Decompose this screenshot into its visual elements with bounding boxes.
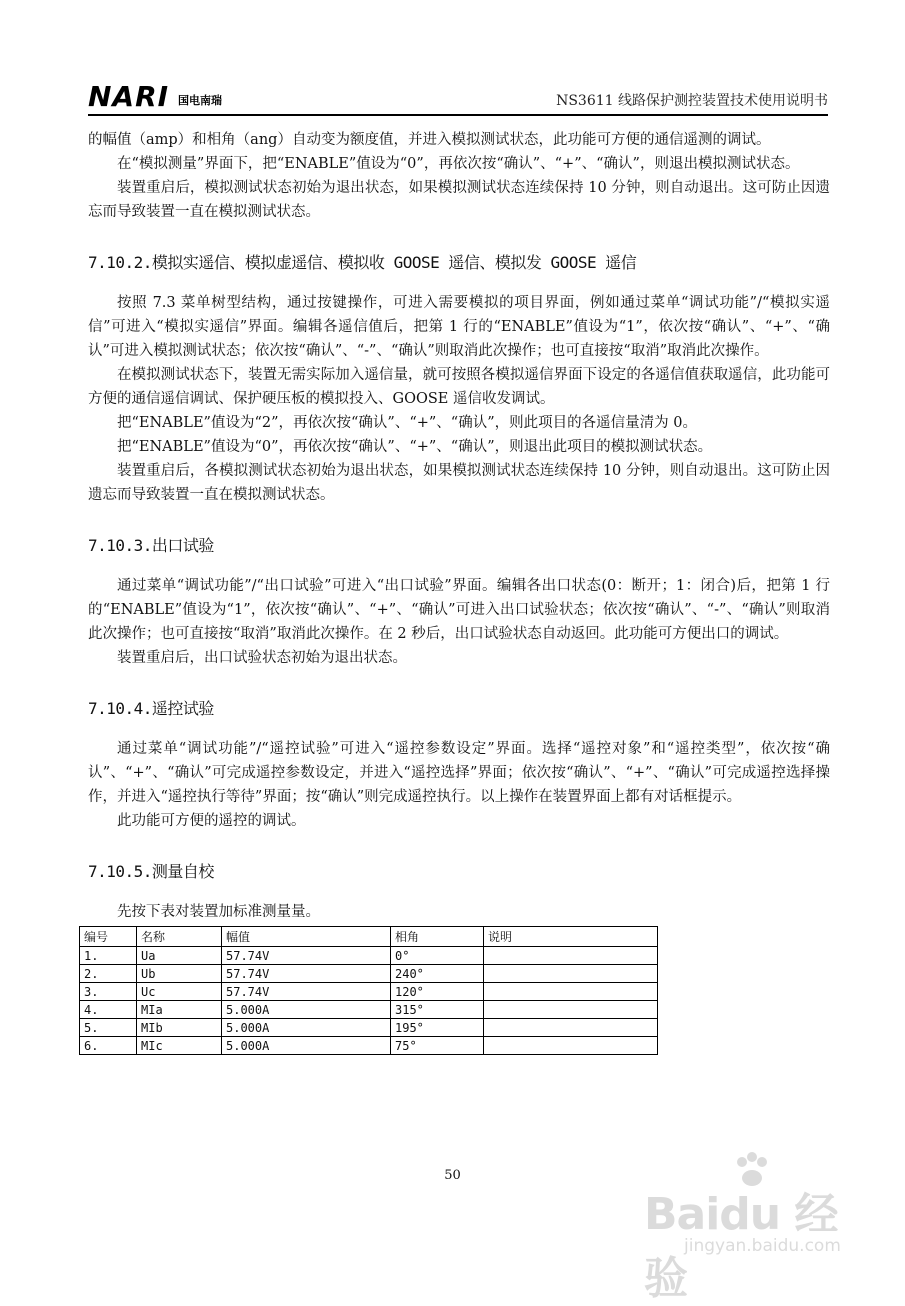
section-7-10-3-paragraph-1: 通过菜单“调试功能”/“出口试验”可进入“出口试验”界面。编辑各出口状态(0：断开；1：闭合)后，把第 1 行的“ENABLE”值设为“1”，依次按“确认”、“+”、“确认”可进入出口试验状态；依次按“确认”、“-”、“确认”则取消此次操作；也可直接按“取消”取消此次操作。在 2 秒后，出口试验状态自动返回。此功能可方便出口的调试。 [88,578,830,642]
cell-remark [484,1019,658,1037]
cell-name: Uc [137,983,222,1001]
cell-angle: 75° [391,1037,484,1055]
cell-number: 6. [80,1037,137,1055]
header-divider [88,114,828,116]
section-7-10-2-paragraph-5: 装置重启后，各模拟测试状态初始为退出状态，如果模拟测试状态连续保持 10 分钟，则自动退出。这可防止因遗忘而导致装置一直在模拟测试状态。 [88,463,830,503]
baidu-watermark [640,1150,850,1304]
cell-number: 5. [80,1019,137,1037]
cell-angle: 240° [391,965,484,983]
table-header-row [80,927,658,947]
cell-number: 2. [80,965,137,983]
section-7-10-2-paragraph-4: 把“ENABLE”值设为“0”，再依次按“确认”、“+”、“确认”，则退出此项目的模拟测试状态。 [117,439,713,455]
section-7-10-2-paragraph-3: 把“ENABLE”值设为“2”，再依次按“确认”、“+”、“确认”，则此项目的各遥信量清为 0。 [117,415,697,431]
cell-amplitude: 57.74V [222,947,391,965]
intro-paragraph-3: 装置重启后，模拟测试状态初始为退出状态，如果模拟测试状态连续保持 10 分钟，则自动退出。这可防止因遗忘而导致装置一直在模拟测试状态。 [88,180,830,220]
cell-remark [484,983,658,1001]
cell-name: Ua [137,947,222,965]
cell-name: MIb [137,1019,222,1037]
intro-paragraph-2: 在“模拟测量”界面下，把“ENABLE”值设为“0”，再依次按“确认”、“+”、“确认”，则退出模拟测试状态。 [117,156,800,172]
calibration-table [79,926,658,1055]
cell-amplitude: 57.74V [222,965,391,983]
section-7-10-2-paragraph-1: 按照 7.3 菜单树型结构，通过按键操作，可进入需要模拟的项目界面，例如通过菜单“调试功能”/“模拟实遥信”可进入“模拟实遥信”界面。编辑各遥信值后，把第 1 行的“ENABLE”值设为“1”，依次按“确认”、“+”、“确认”可进入模拟测试状态；依次按“确认”、“-”、“确认”则取消此次操作；也可直接按“取消”取消此次操作。 [88,295,830,359]
column-header-amplitude: 幅值 [222,927,391,947]
section-7-10-5-paragraph-1: 先按下表对装置加标准测量量。 [117,904,320,920]
column-header-number: 编号 [80,927,137,947]
section-7-10-4-paragraph-1: 通过菜单“调试功能”/“遥控试验”可进入“遥控参数设定”界面。选择“遥控对象”和“遥控类型”，依次按“确认”、“+”、“确认”可完成遥控参数设定，并进入“遥控选择”界面；依次按“确认”、“+”、“确认”可完成遥控选择操作，并进入“遥控执行等待”界面；按“确认”则完成遥控执行。以上操作在装置界面上都有对话框提示。 [88,741,830,805]
page-number: 50 [444,1168,461,1183]
cell-remark [484,947,658,965]
column-header-name: 名称 [137,927,222,947]
nari-logo: NARI [88,80,170,113]
cell-angle: 315° [391,1001,484,1019]
cell-angle: 0° [391,947,484,965]
section-heading-7-10-5: 7.10.5.测量自校 [88,862,214,881]
logo-subtitle: 国电南瑞 [178,94,222,107]
watermark-url: jingyan.baidu.com [684,1236,841,1256]
column-header-angle: 相角 [391,927,484,947]
table-row [80,1019,658,1037]
column-header-remark: 说明 [484,927,658,947]
section-heading-7-10-4: 7.10.4.遥控试验 [88,699,214,718]
table-row [80,965,658,983]
section-7-10-4-paragraph-2: 此功能可方便的遥控的调试。 [117,813,306,829]
table-row [80,947,658,965]
cell-amplitude: 5.000A [222,1037,391,1055]
watermark-brand: Baidu 经验 [644,1189,838,1304]
cell-number: 1. [80,947,137,965]
cell-remark [484,1001,658,1019]
cell-angle: 195° [391,1019,484,1037]
cell-amplitude: 57.74V [222,983,391,1001]
cell-angle: 120° [391,983,484,1001]
section-7-10-3-paragraph-2: 装置重启后，出口试验状态初始为退出状态。 [117,650,407,666]
cell-name: Ub [137,965,222,983]
cell-amplitude: 5.000A [222,1019,391,1037]
page-header [88,72,828,114]
table-row [80,983,658,1001]
section-heading-7-10-2: 7.10.2.模拟实遥信、模拟虚遥信、模拟收 GOOSE 遥信、模拟发 GOOSE 遥信 [88,253,637,272]
intro-paragraph-1: 的幅值（amp）和相角（ang）自动变为额度值，并进入模拟测试状态，此功能可方便的通信遥测的调试。 [88,132,771,148]
section-heading-7-10-3: 7.10.3.出口试验 [88,536,214,555]
page-content [84,128,830,1055]
cell-name: MIc [137,1037,222,1055]
table-row [80,1037,658,1055]
cell-number: 3. [80,983,137,1001]
document-title: NS3611 线路保护测控装置技术使用说明书 [556,93,828,109]
cell-remark [484,965,658,983]
cell-number: 4. [80,1001,137,1019]
cell-amplitude: 5.000A [222,1001,391,1019]
table-row [80,1001,658,1019]
cell-remark [484,1037,658,1055]
cell-name: MIa [137,1001,222,1019]
section-7-10-2-paragraph-2: 在模拟测试状态下，装置无需实际加入遥信量，就可按照各模拟遥信界面下设定的各遥信值获取遥信，此功能可方便的通信遥信调试、保护硬压板的模拟投入、GOOSE 遥信收发调试。 [88,367,830,407]
